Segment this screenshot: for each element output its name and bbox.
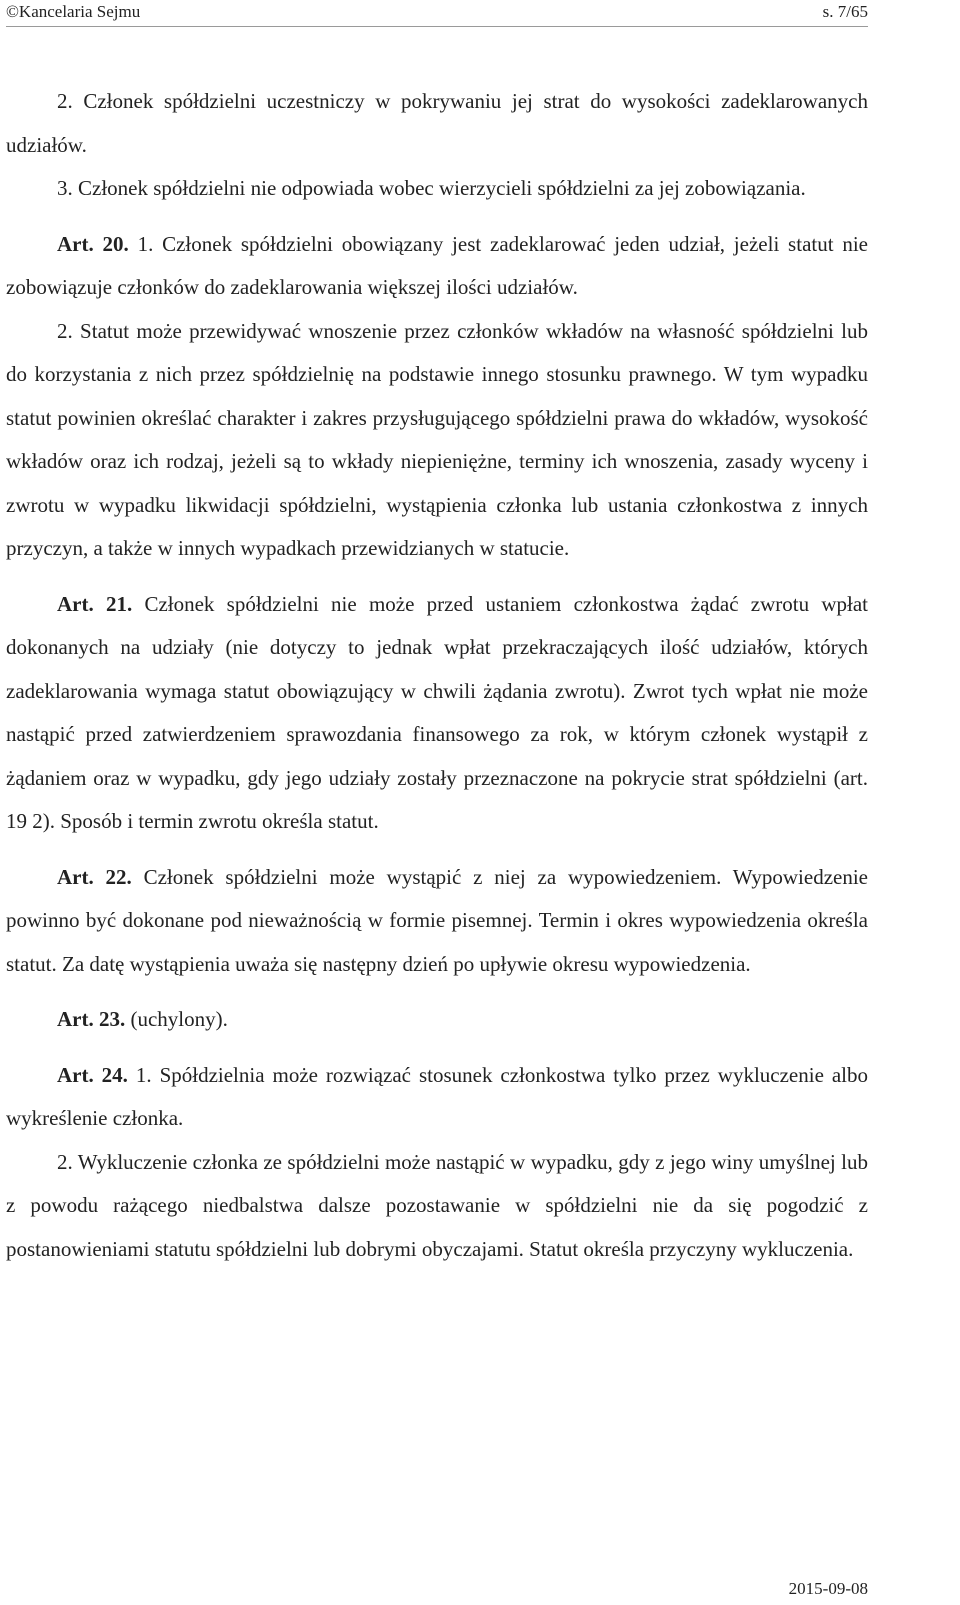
paragraph-text: Członek spółdzielni nie może przed ustaniem członkostwa żądać zwrotu wpłat dokonanych na udziały (nie dotyczy to jednak wpłat przekraczających ilość udziałów, których zadeklarowania wymaga statut obowiązujący w chwili żądania zwrotu). Zwrot tych wpłat nie może nastąpić przed zatwierdzeniem sprawozdania finansowego za rok, w którym członek wystąpił z żądaniem oraz w wypadku, gdy jego udziały zostały przeznaczone na pokrycie strat spółdzielni (art. 19 2). Sposób i termin zwrotu określa statut.	[6, 591, 868, 833]
paragraph-art21	[6, 583, 868, 844]
paragraph-art20-1	[6, 223, 868, 310]
article-number: Art. 24.	[57, 1062, 128, 1087]
paragraph-text: Członek spółdzielni może wystąpić z niej za wypowiedzeniem. Wypowiedzenie powinno być dokonane pod nieważnością w formie pisemnej. Termin i okres wypowiedzenia określa statut. Za datę wystąpienia uważa się następny dzień po upływie okresu wypowiedzenia.	[6, 864, 868, 976]
page-footer-date: 2015-09-08	[788, 1579, 868, 1598]
article-number: Art. 20.	[57, 231, 129, 256]
article-number: Art. 23.	[57, 1007, 126, 1031]
page-number: s. 7/65	[822, 2, 868, 21]
paragraph-text: 1. Członek spółdzielni obowiązany jest zadeklarować jeden udział, jeżeli statut nie zobowiązuje członków do zadeklarowania większej ilości udziałów.	[6, 231, 868, 299]
paragraph-art20-2: 2. Statut może przewidywać wnoszenie przez członków wkładów na własność spółdzielni lub do korzystania z nich przez spółdzielnię na podstawie innego stosunku prawnego. W tym wypadku statut powinien określać charakter i zakres przysługującego spółdzielni prawa do wkładów, wysokość wkładów oraz ich rodzaj, jeżeli są to wkłady niepieniężne, terminy ich wnoszenia, zasady wyceny i zwrotu w wypadku likwidacji spółdzielni, wystąpienia członka lub ustania członkostwa z innych przyczyn, a także w innych wypadkach przewidzianych w statucie.	[6, 318, 868, 560]
header-source: ©Kancelaria Sejmu	[6, 2, 141, 21]
page-header	[6, 0, 868, 27]
paragraph-art23	[6, 998, 868, 1042]
paragraph-text: 1. Spółdzielnia może rozwiązać stosunek członkostwa tylko przez wykluczenie albo wykreślenie członka.	[6, 1062, 869, 1130]
article-number: Art. 21.	[57, 591, 133, 616]
paragraph-art19-3: 3. Członek spółdzielni nie odpowiada wobec wierzycieli spółdzielni za jej zobowiązania.	[57, 176, 806, 200]
document-body	[6, 80, 868, 1271]
paragraph-text: (uchylony).	[130, 1007, 228, 1031]
paragraph-art24-2: 2. Wykluczenie członka ze spółdzielni może nastąpić w wypadku, gdy z jego winy umyślnej lub z powodu rażącego niedbalstwa dalsze pozostawanie w spółdzielni nie da się pogodzić z postanowieniami statutu spółdzielni lub dobrymi obyczajami. Statut określa przyczyny wykluczenia.	[6, 1149, 868, 1261]
paragraph-art24-1	[6, 1054, 868, 1141]
article-number: Art. 22.	[57, 864, 132, 889]
paragraph-art22	[6, 856, 868, 987]
paragraph-art19-2: 2. Członek spółdzielni uczestniczy w pokrywaniu jej strat do wysokości zadeklarowanych udziałów.	[6, 89, 868, 157]
